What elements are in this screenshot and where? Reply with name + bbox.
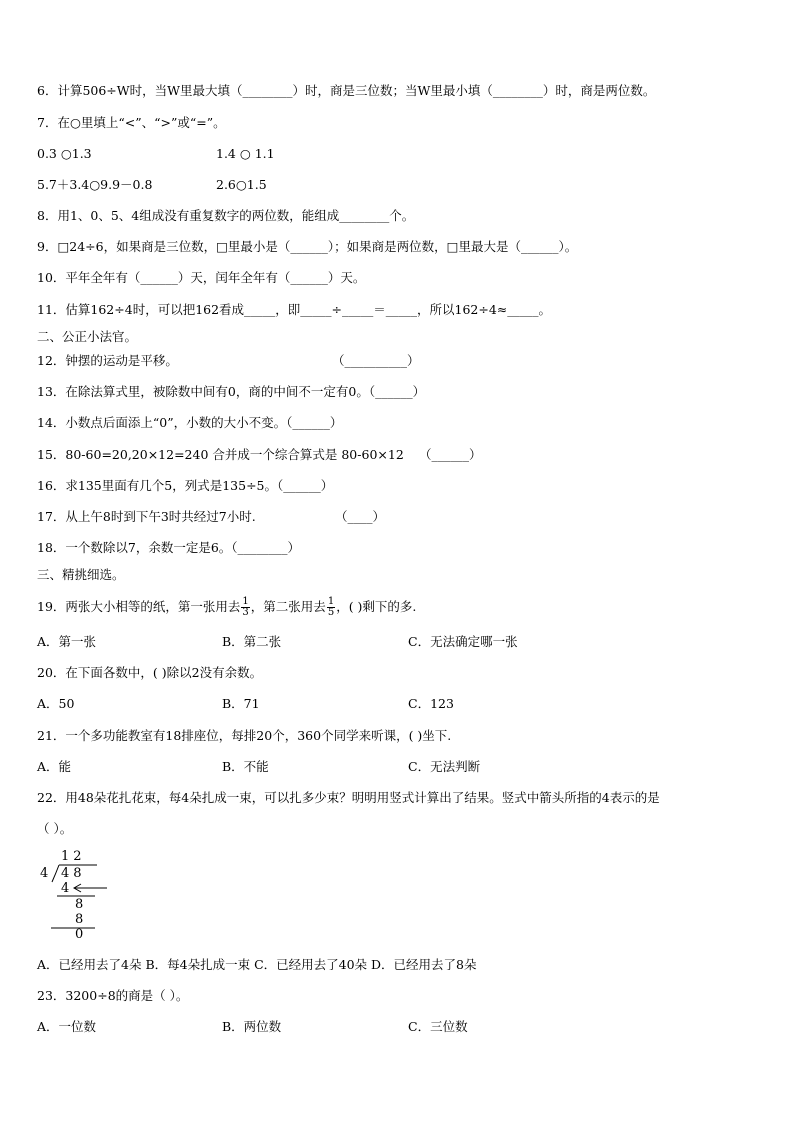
question-19 xyxy=(37,597,416,618)
question-14: 14．小数点后面添上“0”，小数的大小不变。（______） xyxy=(37,415,343,430)
question-13: 13．在除法算式里，被除数中间有0，商的中间不一定有0。（______） xyxy=(37,384,426,399)
fraction-one-fifth: $\frac{1}{5}$ xyxy=(327,596,335,618)
q19-suffix: ，( )剩下的多. xyxy=(336,599,417,614)
q19-option-b: B．第二张 xyxy=(222,634,282,649)
question-18: 18．一个数除以7，余数一定是6。（________） xyxy=(37,540,301,555)
q20-option-b: B．71 xyxy=(222,696,260,711)
q17-answer-blank: （____） xyxy=(335,509,386,524)
question-9: 9．□24÷6，如果商是三位数，□里最小是（______）；如果商是两位数，□里最大是（______）。 xyxy=(37,239,578,254)
step1-digit-arrowed: 4 xyxy=(61,881,70,896)
section-2-heading: 二、公正小法官。 xyxy=(37,329,138,344)
question-20: 20．在下面各数中，( )除以2没有余数。 xyxy=(37,665,263,680)
question-22-continued: （ ）。 xyxy=(37,821,73,836)
section-3-heading: 三、精挑细选。 xyxy=(37,567,125,582)
q15-answer-blank: （______） xyxy=(419,447,482,462)
q21-option-a: A．能 xyxy=(37,759,72,774)
question-11: 11．估算162÷4时，可以把162看成_____，即_____÷_____＝_____，所以162÷4≈_____。 xyxy=(37,302,552,317)
q19-option-c: C．无法确定哪一张 xyxy=(408,634,518,649)
question-10: 10．平年全年有（______）天，闰年全年有（______）天。 xyxy=(37,270,366,285)
step3-digit: 8 xyxy=(75,912,84,927)
question-23: 23．3200÷8的商是（ ）。 xyxy=(37,988,189,1003)
q12-answer-blank: （__________） xyxy=(332,353,420,368)
divisor-digit: 4 xyxy=(40,866,49,881)
q19-prefix: 19．两张大小相等的纸，第一张用去 xyxy=(37,599,241,614)
question-6: 6．计算506÷W时，当W里最大填（________）时，商是三位数；当W里最小填（________）时，商是两位数。 xyxy=(37,83,656,98)
question-12: 12．钟摆的运动是平移。 xyxy=(37,353,178,368)
q21-option-b: B．不能 xyxy=(222,759,269,774)
q22-options: A．已经用去了4朵 B．每4朵扎成一束 C．已经用去了40朵 D．已经用去了8朵 xyxy=(37,957,477,972)
q23-option-c: C．三位数 xyxy=(408,1019,468,1034)
step2-digit: 8 xyxy=(75,897,84,912)
q20-option-a: A．50 xyxy=(37,696,75,711)
question-16: 16．求135里面有几个5，列式是135÷5。（______） xyxy=(37,478,334,493)
question-22: 22．用48朵花扎花束，每4朵扎成一束，可以扎多少束？明明用竖式计算出了结果。竖式中箭头所指的4表示的是 xyxy=(37,790,660,805)
q19-option-a: A．第一张 xyxy=(37,634,97,649)
q7-item-b: 1.4 ○ 1.1 xyxy=(216,146,275,161)
long-division-figure xyxy=(37,848,127,944)
q7-item-d: 2.6○1.5 xyxy=(216,177,267,192)
question-21: 21．一个多功能教室有18排座位，每排20个，360个同学来听课，( )坐下. xyxy=(37,728,452,743)
q21-option-c: C．无法判断 xyxy=(408,759,481,774)
question-8: 8．用1、0、5、4组成没有重复数字的两位数，能组成________个。 xyxy=(37,208,415,223)
dividend-digits: 48 xyxy=(61,866,86,881)
fraction-one-third: $\frac{1}{3}$ xyxy=(242,596,249,618)
q7-item-c: 5.7＋3.4○9.9－0.8 xyxy=(37,177,153,192)
remainder-digit: 0 xyxy=(75,927,84,942)
question-7: 7．在○里填上“<”、“>”或“=”。 xyxy=(37,115,226,130)
question-17: 17．从上午8时到下午3时共经过7小时. xyxy=(37,509,256,524)
q23-option-b: B．两位数 xyxy=(222,1019,282,1034)
q19-mid: ，第二张用去 xyxy=(250,599,326,614)
q20-option-c: C．123 xyxy=(408,696,454,711)
quotient-digits: 12 xyxy=(61,849,86,864)
question-15: 15．80-60=20,20×12=240 合并成一个综合算式是 80-60×12 xyxy=(37,447,404,462)
division-bracket xyxy=(52,865,59,882)
q7-item-a: 0.3 ○1.3 xyxy=(37,146,92,161)
q23-option-a: A．一位数 xyxy=(37,1019,97,1034)
